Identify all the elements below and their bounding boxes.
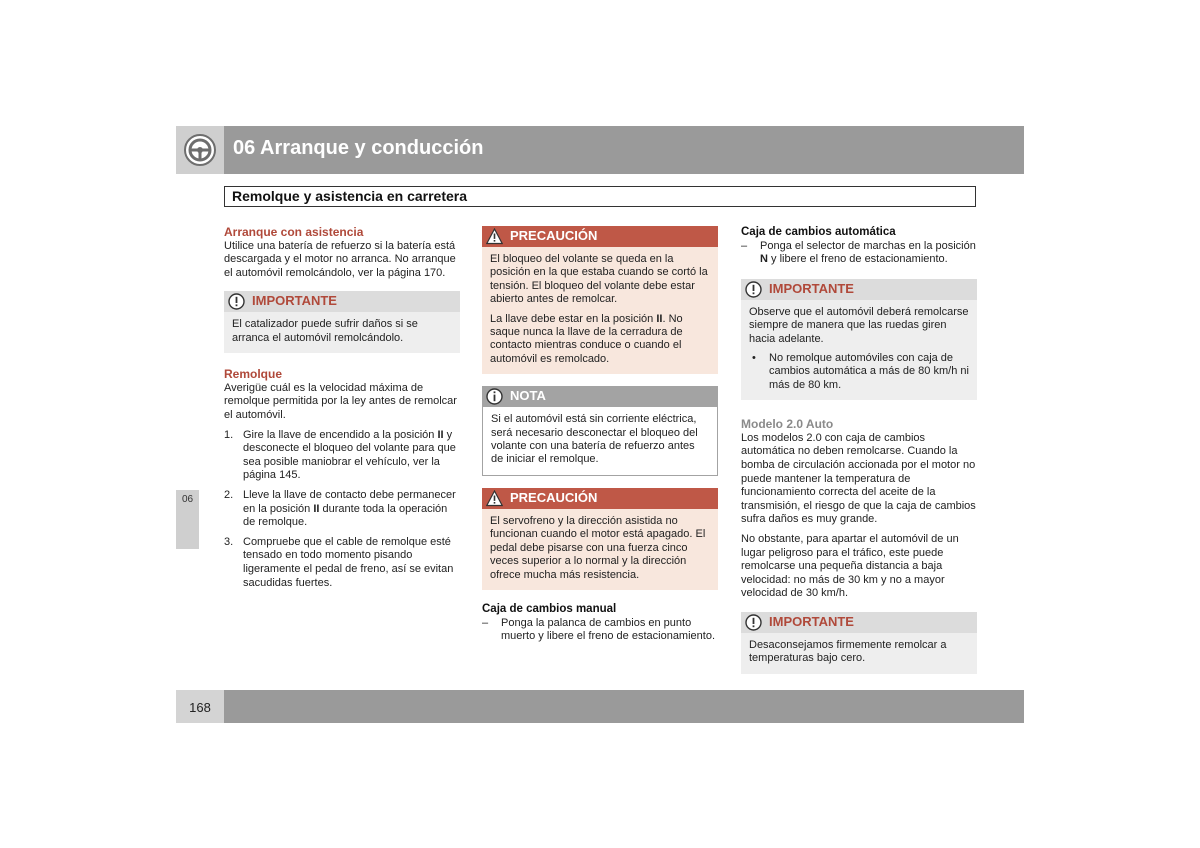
bullet-marker: • [752,352,756,364]
warning-body [482,509,718,590]
warning-triangle-icon [486,490,503,507]
remolque-intro: Averigüe cuál es la velocidad máxima de remolque permitida por la ley antes de remolcar el automóvil. [224,381,457,421]
arranque-heading: Arranque con asistencia [224,225,364,239]
important-header [224,291,460,312]
step-text: Lleve la llave de contacto debe permanecer en la posición [243,488,456,515]
important-label: IMPORTANTE [252,293,337,309]
modelo-text-2: No obstante, para apartar el automóvil de un lugar peligroso para el tráfico, este puede remolcarse una pequeña distancia a baja velocidad: no más de 30 km y no a mayor velocidad de 30 km/h. [741,532,959,600]
important-box-catalyst [224,291,460,353]
auto-gearbox-heading: Caja de cambios automática [741,226,896,238]
note-text: Si el automóvil está sin corriente eléctrica, será necesario desconectar el bloqueo del volante con una batería de refuerzo antes de iniciar el remolque. [491,413,698,466]
step-bold: II [437,428,444,441]
warning-text-2 [490,313,710,367]
note-header [482,386,718,407]
side-tab-label: 06 [182,494,194,505]
exclamation-icon [745,614,762,631]
important-body [741,633,977,674]
step-text-end: y desconecte el bloqueo del volante para que sea posible maniobrar el vehículo, ver la página 145. [243,428,456,482]
important-body [224,312,460,353]
step-number: 1. [224,428,234,441]
dash-marker: – [482,616,489,629]
step-text-end: durante toda la operación de remolque. [243,502,448,529]
column-2 [482,226,718,644]
footer-bar [224,690,1024,723]
remolque-heading: Remolque [224,367,283,382]
manual-gearbox-heading: Caja de cambios manual [482,602,617,615]
chapter-title: 06 Arranque y conducción [233,137,484,159]
warning-body [482,247,718,374]
auto-gearbox-bold: N [760,253,768,266]
important-box-wheels [741,279,977,400]
step-text: Compruebe que el cable de remolque esté tensado en todo momento pisando ligeramente el pedal de freno, así se evitan sacudidas fuertes. [243,535,454,589]
bullet-text: No remolque automóviles con caja de cambios automática a más de 80 km/h ni más de 80 km. [769,352,969,391]
modelo-heading: Modelo 2.0 Auto [741,417,834,432]
dash-marker: – [741,239,748,252]
step-number: 3. [224,535,234,548]
note-label: NOTA [510,388,546,404]
important-text: El catalizador puede sufrir daños si se arranca el automóvil remolcándolo. [232,318,418,344]
list-item [224,429,460,483]
modelo-text-1: Los modelos 2.0 con caja de cambios automática no deben remolcarse. Cuando la bomba de circulación accionada por el motor no puede mantener la temperatura de funcionamiento correcta del aceite de la transmisión, el riesgo de que la caja de cambios sufra daños es muy grande. [741,431,976,526]
warning-triangle-icon [486,228,503,245]
important-body [741,300,977,400]
column-3 [741,226,977,674]
auto-gearbox-text: Ponga el selector de marchas en la posición [760,239,976,252]
important-text: Desaconsejamos firmemente remolcar a temperaturas bajo cero. [749,638,947,665]
auto-gearbox-text-end: y libere el freno de estacionamiento. [767,253,948,266]
warning-text-2-start: La llave debe estar en la posición [490,312,657,325]
warning-text-2-bold: II [656,312,663,325]
info-icon [486,388,503,405]
arranque-text: Utilice una batería de refuerzo si la batería está descargada y el motor no arranca. No arranque el automóvil remolcándolo, ver la página 170. [224,239,456,279]
warning-header [482,226,718,247]
warning-text-2-end: . No saque nunca la llave de la cerradura de contacto mientras conduce o cuando el automóvil es remolcado. [490,312,683,365]
column-1 [224,226,460,590]
warning-label: PRECAUCIÓN [510,228,598,243]
step-bold: II [313,502,320,515]
towing-steps-list [224,429,460,591]
manual-gearbox-item [482,617,718,644]
warning-text: El bloqueo del volante se queda en la posición en la que estaba cuando se cortó la tensión. El bloqueo del volante debe estar abierto antes de remolcar. [490,253,708,306]
steering-wheel-icon [176,126,224,174]
warning-box-servo [482,488,718,590]
note-body [482,407,718,476]
exclamation-icon [745,281,762,298]
manual-gearbox-text: Ponga la palanca de cambios en punto muerto y libere el freno de estacionamiento. [501,616,716,643]
auto-gearbox-item [741,240,977,267]
list-item [749,352,969,392]
warning-text: El servofreno y la dirección asistida no funcionan cuando el motor está apagado. El pedal debe pisarse con una fuerza cinco veces superior a lo normal y la dirección ofrece mucha más resistencia. [490,514,706,581]
note-box-power [482,386,718,476]
chapter-icon-box [176,126,224,174]
warning-label: PRECAUCIÓN [510,489,598,505]
list-item [224,536,460,590]
important-header [741,612,977,633]
important-text: Observe que el automóvil deberá remolcarse siempre de manera que las ruedas giren hacia adelante. [749,305,969,345]
important-label: IMPORTANTE [769,613,854,629]
important-label: IMPORTANTE [769,280,854,296]
list-item [224,489,460,530]
step-text: Gire la llave de encendido a la posición [243,428,438,441]
important-box-temperature [741,612,977,674]
warning-header [482,488,718,509]
step-number: 2. [224,488,234,501]
page-number: 168 [189,700,211,715]
exclamation-icon [228,293,245,310]
section-title: Remolque y asistencia en carretera [232,188,468,204]
important-header [741,279,977,300]
warning-box-steering-lock [482,226,718,374]
